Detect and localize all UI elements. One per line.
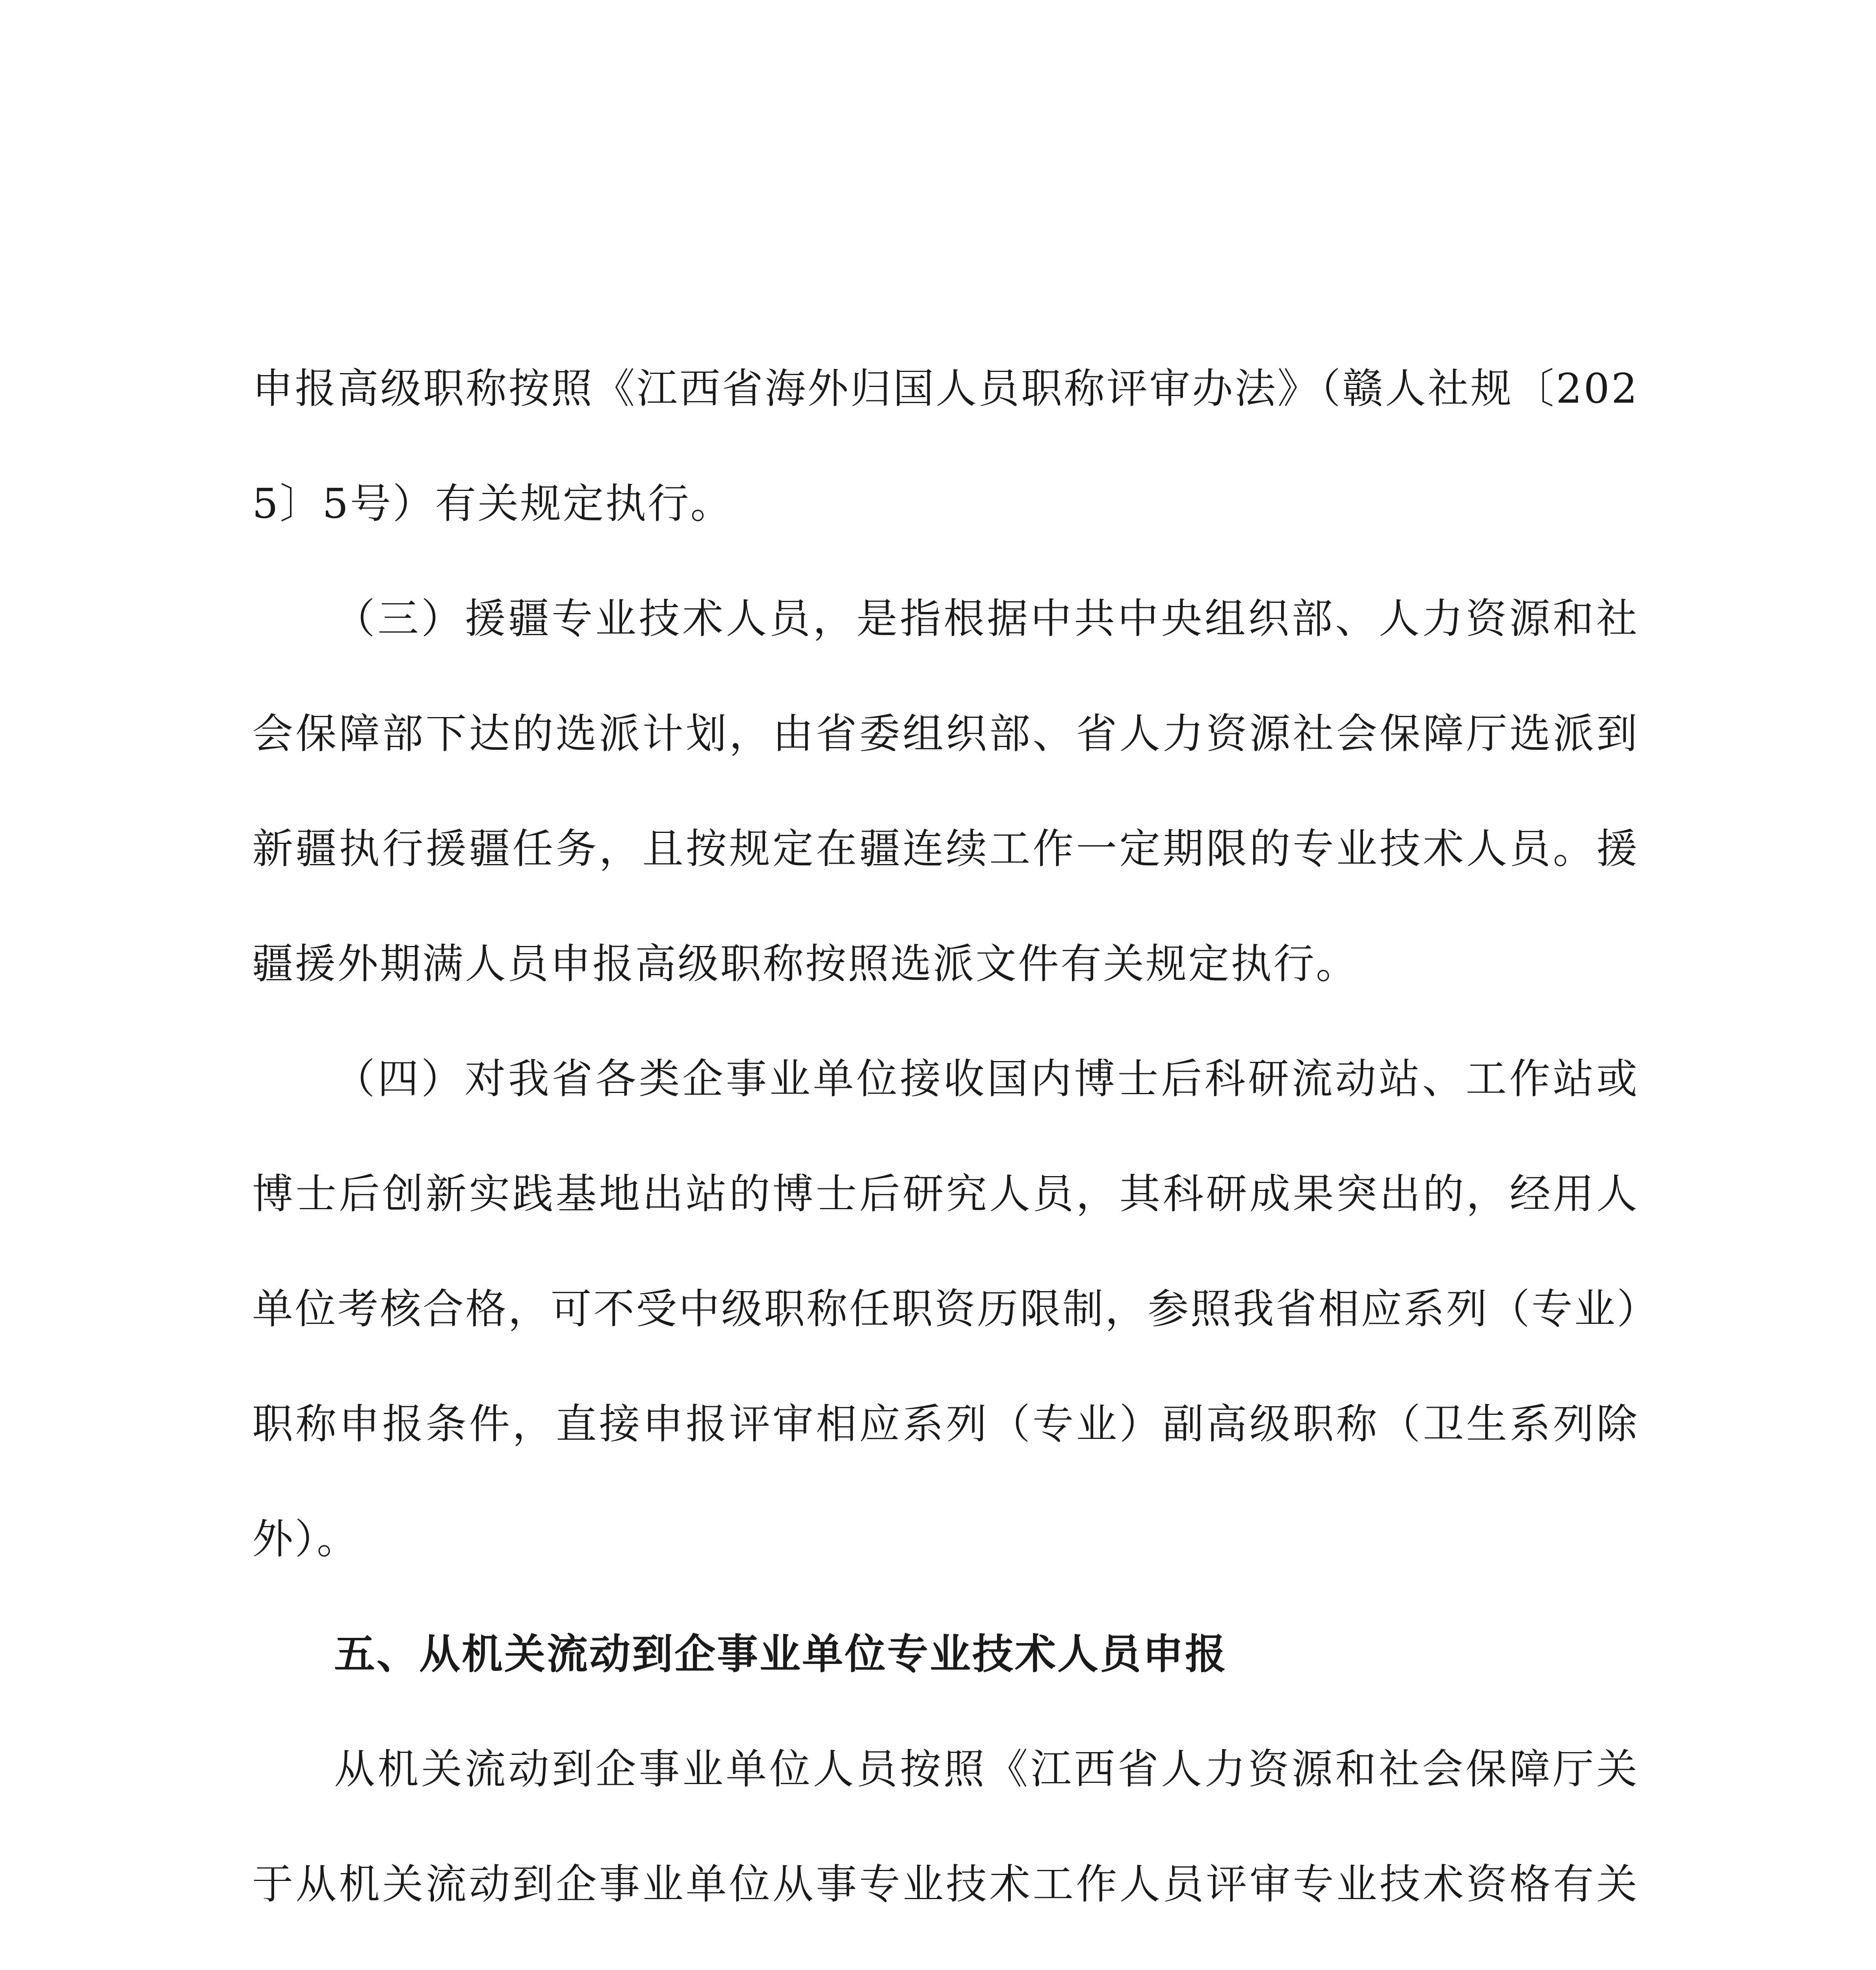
paragraph-section-5: 从机关流动到企事业单位人员按照《江西省人力资源和社会保障厅关于从机关流动到企事业单位从事专业技术工作人员评审专业技术资格有关 xyxy=(252,1745,1639,1908)
section-heading-5: 五、从机关流动到企事业单位专业技术人员申报 xyxy=(334,1630,1228,1678)
paragraph-item-3: （三）援疆专业技术人员，是指根据中共中央组织部、人力资源和社会保障部下达的选派计划，由省委组织部、省人力资源社会保障厅选派到新疆执行援疆任务，且按规定在疆连续工作一定期限的专业技术人员。援疆援外期满人员申报高级职称按照选派文件有关规定执行。 xyxy=(252,595,1639,988)
paragraph-item-4: （四）对我省各类企事业单位接收国内博士后科研流动站、工作站或博士后创新实践基地出站的博士后研究人员，其科研成果突出的，经用人单位考核合格，可不受中级职称任职资历限制，参照我省相应系列（专业）职称申报条件，直接申报评审相应系列（专业）副高级职称（卫生系列除外）。 xyxy=(252,1055,1639,1563)
document-body xyxy=(252,331,1639,1970)
paragraph-continuation: 申报高级职称按照《江西省海外归国人员职称评审办法》（赣人社规〔2025〕5号）有关规定执行。 xyxy=(252,364,1639,528)
